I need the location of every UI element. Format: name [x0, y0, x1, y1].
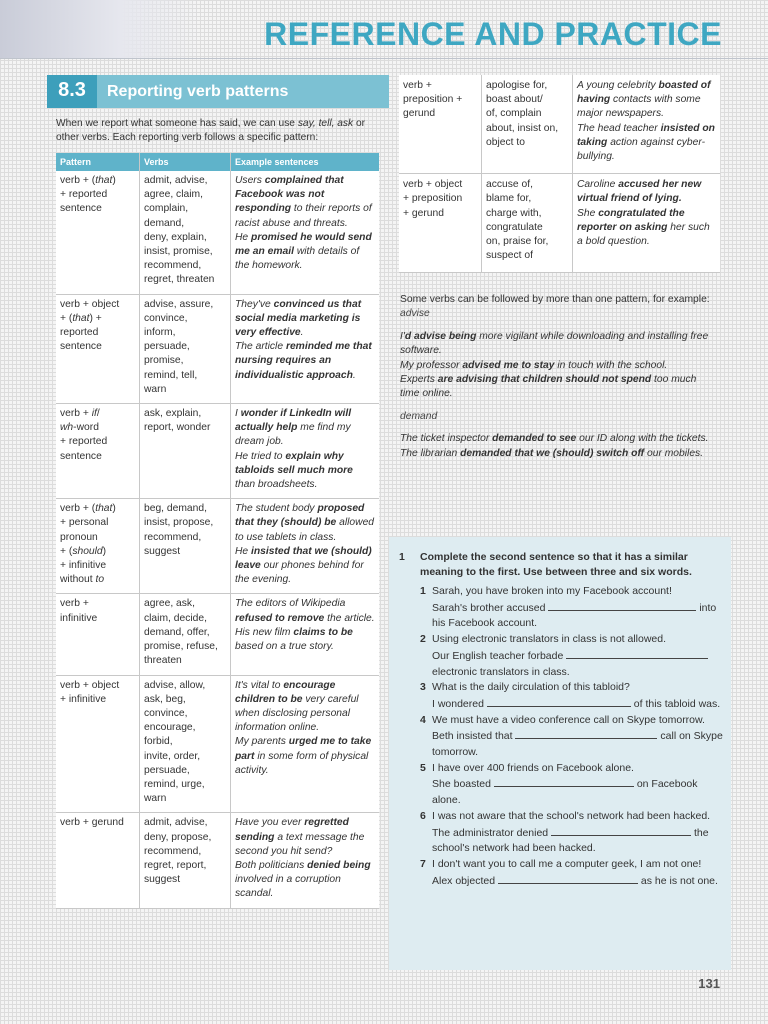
item-prompt: What is the daily circulation of this tabloid?: [432, 681, 630, 694]
table-row: [56, 813, 379, 908]
column-header-pattern: Pattern: [56, 153, 140, 171]
note-line: Experts are advising that children should not spend too much time online.: [400, 374, 697, 400]
section-number: 8.3: [47, 75, 97, 108]
example-cell: Users complained that Facebook was not responding to their reports of racist abuse and threats. He promised he would send me an email with details of the homework.: [231, 171, 380, 294]
example-cell: They've convinced us that social media marketing is very effective. The article reminded me that nursing requires an individualistic approach.: [231, 294, 380, 403]
verbs-cell: beg, demand, insist, propose, recommend, suggest: [140, 499, 231, 594]
note-line: The librarian demanded that we (should) switch off our mobiles.: [400, 447, 704, 459]
table-row: [399, 75, 720, 174]
page-number: 131: [698, 976, 720, 991]
verbs-cell: advise, assure, convince, inform, persuade, promise, remind, tell, warn: [140, 294, 231, 403]
verbs-cell: accuse of, blame for, charge with, congratulate on, praise for, suspect of: [482, 174, 573, 273]
keyword-demand: demand: [400, 410, 438, 422]
note-line: The ticket inspector demanded to see our ID along with the tickets.: [400, 433, 709, 445]
verbs-cell: admit, advise, deny, propose, recommend, regret, report, suggest: [140, 813, 231, 908]
table-row: [56, 499, 379, 594]
example-cell: Caroline accused her new virtual friend of lying. She congratulated the reporter on asking her such a bold question.: [573, 174, 721, 273]
header-divider: [0, 58, 768, 59]
exercise-number: 1: [399, 551, 405, 563]
answer-blank[interactable]: [487, 696, 631, 707]
exercise-items: [409, 584, 727, 889]
exercise-item: 7 I don't want you to call me a computer geek, I am not one! Alex objected as he is not one.: [409, 857, 727, 889]
exercise-box: [389, 537, 731, 970]
exercise-item: 2 Using electronic translators in class is not allowed. Our English teacher forbade electronic translators in class.: [409, 632, 727, 680]
pattern-cell: verb + object + infinitive: [56, 675, 140, 813]
verbs-cell: advise, allow, ask, beg, convince, encourage, forbid, invite, order, persuade, remind, urge, warn: [140, 675, 231, 813]
reporting-verbs-table-continued: [399, 75, 720, 273]
pattern-cell: verb + infinitive: [56, 594, 140, 675]
example-cell: The editors of Wikipedia refused to remove the article. His new film claims to be based on a true story.: [231, 594, 380, 675]
exercise-instruction-text: Complete the second sentence so that it has a similar meaning to the first. Use between three and six words.: [420, 551, 692, 578]
table-row: [56, 675, 379, 813]
answer-blank[interactable]: [494, 776, 634, 787]
table-row: [56, 171, 379, 294]
pattern-cell: verb + object + (that) + reported sentence: [56, 294, 140, 403]
page-header-title: REFERENCE AND PRACTICE: [264, 16, 722, 52]
table-header-row: [56, 153, 379, 171]
verbs-cell: admit, advise, agree, claim, complain, demand, deny, explain, insist, promise, recommend, regret, threaten: [140, 171, 231, 294]
corner-decoration: [0, 0, 200, 58]
multiple-patterns-notes: [400, 293, 718, 461]
example-cell: A young celebrity boasted of having contacts with some major newspapers. The head teacher insisted on taking action against cyber-bullying.: [573, 75, 721, 174]
verbs-cell: ask, explain, report, wonder: [140, 404, 231, 499]
table-row: [56, 594, 379, 675]
answer-blank[interactable]: [515, 728, 657, 739]
exercise-item: 4 We must have a video conference call on Skype tomorrow. Beth insisted that call on Skype tomorrow.: [409, 713, 727, 761]
item-prompt: We must have a video conference call on Skype tomorrow.: [432, 713, 705, 726]
verbs-cell: apologise for, boast about/ of, complain about, insist on, object to: [482, 75, 573, 174]
exercise-item: 5 I have over 400 friends on Facebook alone. She boasted on Facebook alone.: [409, 761, 727, 809]
pattern-cell: verb + preposition + gerund: [399, 75, 482, 174]
answer-blank[interactable]: [548, 600, 696, 611]
column-header-examples: Example sentences: [231, 153, 380, 171]
pattern-cell: verb + (that) + personal pronoun + (should) + infinitive without to: [56, 499, 140, 594]
verbs-cell: agree, ask, claim, decide, demand, offer, promise, refuse, threaten: [140, 594, 231, 675]
column-header-verbs: Verbs: [140, 153, 231, 171]
notes-intro: Some verbs can be followed by more than one pattern, for example:: [400, 294, 710, 305]
exercise-instruction: [399, 550, 724, 579]
note-line: My professor advised me to stay in touch with the school.: [400, 359, 668, 371]
section-title: Reporting verb patterns: [107, 83, 289, 100]
table-row: [56, 404, 379, 499]
answer-blank[interactable]: [498, 873, 638, 884]
item-prompt: I was not aware that the school's network had been hacked.: [432, 809, 711, 822]
pattern-cell: verb + gerund: [56, 813, 140, 908]
pattern-cell: verb + (that) + reported sentence: [56, 171, 140, 294]
pattern-cell: verb + object + preposition + gerund: [399, 174, 482, 273]
keyword-advise: advise: [400, 308, 430, 320]
note-line: I'd advise being more vigilant while downloading and installing free software.: [400, 330, 709, 357]
section-heading: [47, 75, 389, 108]
item-prompt: I don't want you to call me a computer geek, I am not one!: [432, 857, 702, 870]
example-cell: It's vital to encourage children to be very careful when disclosing personal information online. My parents urged me to take part in some form of physical activity.: [231, 675, 380, 813]
exercise-item: 1 Sarah, you have broken into my Facebook account! Sarah's brother accused into his Facebook account.: [409, 584, 727, 632]
exercise-item: 3 What is the daily circulation of this tabloid? I wondered of this tabloid was.: [409, 680, 727, 712]
exercise-item: 6 I was not aware that the school's network had been hacked. The administrator denied the school's network had been hacked.: [409, 809, 727, 857]
answer-blank[interactable]: [551, 825, 691, 836]
example-cell: The student body proposed that they (should) be allowed to use tablets in class. He insisted that we (should) leave our phones behind for the evening.: [231, 499, 380, 594]
answer-blank[interactable]: [566, 648, 708, 659]
item-prompt: Sarah, you have broken into my Facebook account!: [432, 585, 672, 597]
intro-paragraph: When we report what someone has said, we can use say, tell, ask or other verbs. Each reporting verb follows a specific pattern:: [56, 118, 365, 143]
pattern-cell: verb + if/ wh-word + reported sentence: [56, 404, 140, 499]
example-cell: I wonder if LinkedIn will actually help me find my dream job. He tried to explain why tabloids sell much more than broadsheets.: [231, 404, 380, 499]
reporting-verbs-table: [56, 153, 379, 909]
item-prompt: Using electronic translators in class is not allowed.: [432, 633, 667, 646]
item-prompt: I have over 400 friends on Facebook alone.: [432, 761, 634, 774]
table-row: [56, 294, 379, 403]
table-row: [399, 174, 720, 273]
example-cell: Have you ever regretted sending a text message the second you hit send? Both politicians denied being involved in a corruption scandal.: [231, 813, 380, 908]
